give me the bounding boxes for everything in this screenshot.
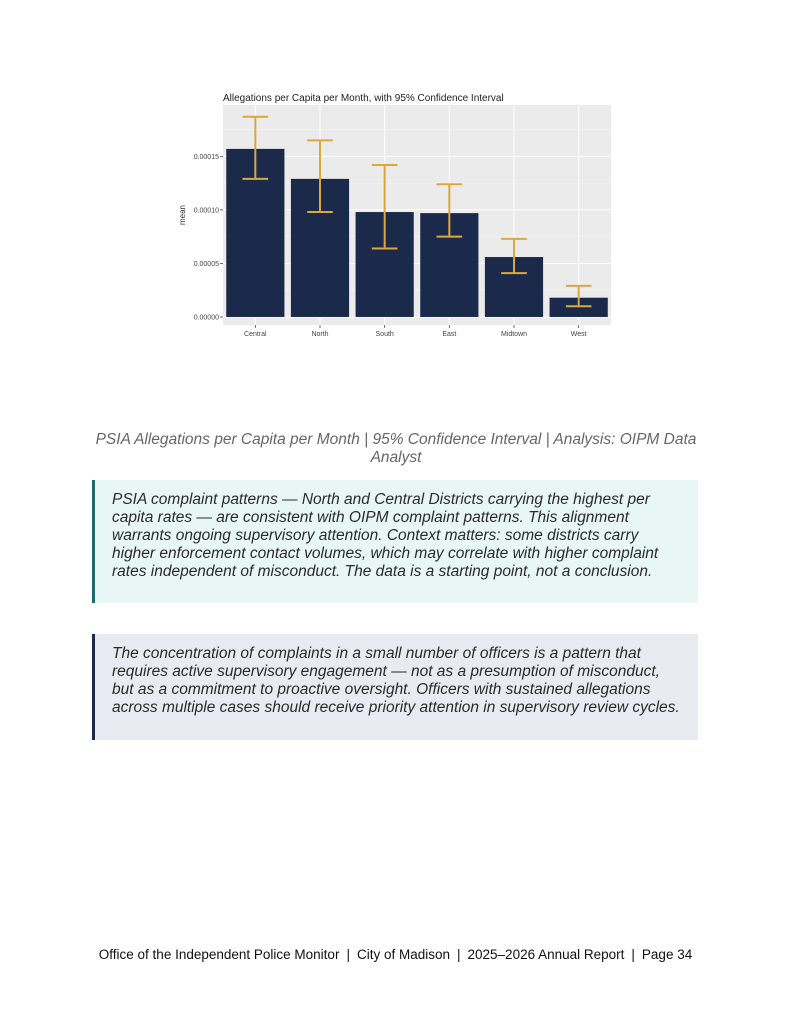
- x-tick-label-north: North: [311, 331, 329, 338]
- district-patterns-callout: [92, 480, 698, 603]
- footer-org: Office of the Independent Police Monitor: [98, 947, 340, 962]
- y-tick-label: 0.00010: [193, 207, 219, 215]
- x-tick-label-central: Central: [244, 331, 267, 338]
- footer-separator: |: [457, 947, 461, 962]
- figure-caption: PSIA Allegations per Capita per Month | 95% Confidence Interval | Analysis: OIPM Data Analyst: [95, 431, 697, 466]
- footer-separator: |: [631, 947, 635, 962]
- x-tick-label-midtown: Midtown: [500, 331, 528, 338]
- district-patterns-text: PSIA complaint patterns — North and Central Districts carrying the highest per capita rates — are consistent with OIPM complaint patterns. This alignment warrants ongoing supervisory attention. Context matters: some districts carry higher enforcement contact volumes, which may correlate with higher complaint rates independent of misconduct. The data is a starting point, not a conclusion.: [112, 491, 659, 580]
- y-axis-label: mean: [178, 204, 187, 226]
- allegations-bar-chart: [160, 88, 630, 344]
- footer-city: City of Madison: [356, 947, 450, 962]
- y-tick-label: 0.00005: [193, 260, 219, 268]
- chart-title: Allegations per Capita per Month, with 95% Confidence Interval: [223, 93, 504, 104]
- x-tick-label-south: South: [375, 331, 394, 338]
- officer-concentration-callout: [92, 634, 698, 740]
- y-tick-label: 0.00015: [193, 153, 219, 161]
- footer-separator: |: [346, 947, 350, 962]
- x-tick-label-west: West: [570, 331, 587, 338]
- page-footer: [0, 947, 791, 962]
- y-tick-label: 0.00000: [193, 314, 219, 322]
- x-tick-label-east: East: [442, 331, 457, 338]
- officer-concentration-text: The concentration of complaints in a small number of officers is a pattern that requires active supervisory engagement — not as a presumption of misconduct, but as a commitment to proactive oversight. Officers with sustained allegations across multiple cases should receive priority attention in supervisory review cycles.: [112, 645, 680, 716]
- footer-page-number: Page 34: [641, 947, 693, 962]
- footer-report: 2025–2026 Annual Report: [467, 947, 625, 962]
